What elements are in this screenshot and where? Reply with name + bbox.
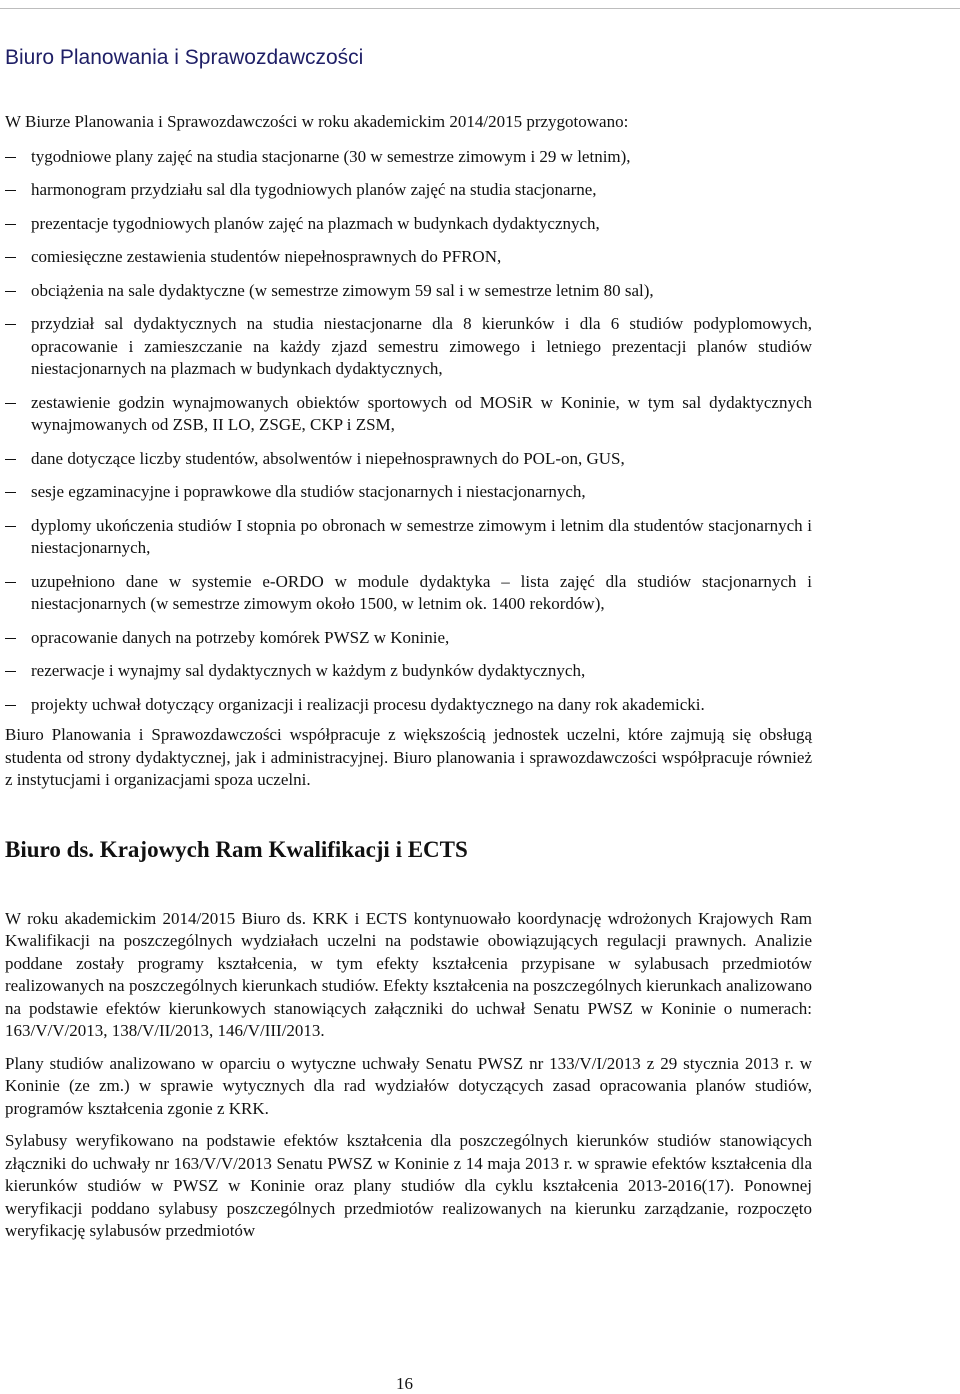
list-item-text: tygodniowe plany zajęć na studia stacjonarne (30 w semestrze zimowym i 29 w letnim),: [31, 146, 631, 166]
dash-bullet-icon: [5, 324, 16, 325]
list-item-text: sesje egzaminacyjne i poprawkowe dla studiów stacjonarnych i niestacjonarnych,: [31, 482, 586, 501]
dash-bullet-icon: [5, 190, 16, 191]
list-item-text: zestawienie godzin wynajmowanych obiektów sportowych od MOSiR w Koninie, w tym sal dydaktycznych wynajmowanych od ZSB, II LO, ZSGE, CKP i ZSM,: [31, 392, 812, 434]
krk-paragraph-3: Sylabusy weryfikowano na podstawie efektów kształcenia dla poszczególnych kierunków studiów stanowiących złączniki do uchwały nr 163/V/V/2013 Senatu PWSZ w Koninie z 14 maja 2013 r. w sprawie efektów kształcenia dla kierunków studiów w PWSZ w Koninie oraz plany studiów dla cyklu kształcenia 2013-2016(17). Ponownej weryfikacji poddano sylabusy poszczególnych przedmiotów realizowanych na kierunku zarządzanie, rozpoczęto weryfikację sylabusów przedmiotów: [5, 1131, 812, 1240]
list-item: [5, 515, 812, 560]
list-item: [5, 280, 812, 303]
dash-bullet-icon: [5, 157, 16, 158]
dash-bullet-icon: [5, 459, 16, 460]
dash-bullet-icon: [5, 291, 16, 292]
list-item: [5, 694, 812, 717]
section-intro: W Biurze Planowania i Sprawozdawczości w roku akademickim 2014/2015 przygotowano:: [5, 112, 629, 131]
task-list: [5, 146, 812, 717]
list-item-text: obciążenia na sale dydaktyczne (w semestrze zimowym 59 sal i w semestrze letnim 80 sal),: [31, 280, 654, 300]
list-item-text: uzupełniono dane w systemie e-ORDO w module dydaktyka – lista zajęć dla studiów stacjonarnych i niestacjonarnych (w semestrze zimowym około 1500, w letnim ok. 1400 rekordów),: [31, 571, 812, 613]
list-item-text: comiesięczne zestawienia studentów niepełnosprawnych do PFRON,: [31, 247, 502, 266]
list-item: [5, 392, 812, 437]
krk-paragraph-2: Plany studiów analizowano w oparciu o wytyczne uchwały Senatu PWSZ nr 133/V/I/2013 z 29 stycznia 2013 r. w Koninie (ze zm.) w sprawie wytycznych dla rad wydziałów dotyczących zasad opracowania planów studiów, programów kształcenia zgonie z KRK.: [5, 1053, 812, 1118]
dash-bullet-icon: [5, 257, 16, 258]
list-item: [5, 246, 812, 269]
page-number: 16: [396, 1374, 413, 1393]
list-item: [5, 481, 812, 504]
list-item: [5, 313, 812, 381]
section-title-krk-ects: Biuro ds. Krajowych Ram Kwalifikacji i ECTS: [5, 836, 468, 862]
list-item: [5, 179, 812, 202]
list-item-text: przydział sal dydaktycznych na studia niestacjonarne dla 8 kierunków i dla 6 studiów podyplomowych, opracowanie i zamieszczanie na każdy zjazd semestru zimowego i letniego prezentacji planów studiów niestacjonarnych na plazmach w budynkach dydaktycznych,: [31, 314, 812, 378]
krk-paragraph-1: W roku akademickim 2014/2015 Biuro ds. KRK i ECTS kontynuowało koordynację wdrożonych Krajowych Ram Kwalifikacji na poszczególnych wydziałach uczelni na podstawie obowiązujących regulacji prawnych. Analizie poddane zostały programy kształcenia, w tym efekty kształcenia przypisane w sylabusach przedmiotów realizowanych na poszczególnych kierunkach studiów. Efekty kształcenia na poszczególnych kierunkach analizowano na podstawie efektów kierunkowych stanowiących załączniki do uchwał Senatu PWSZ w Koninie o numerach: 163/V/V/2013, 138/V/II/2013, 146/V/III/2013.: [5, 908, 812, 1040]
document-page: [5, 44, 812, 1243]
list-item: [5, 213, 812, 236]
list-item-text: harmonogram przydziału sal dla tygodniowych planów zajęć na studia stacjonarne,: [31, 180, 597, 199]
list-item-text: opracowanie danych na potrzeby komórek PWSZ w Koninie,: [31, 627, 450, 647]
dash-bullet-icon: [5, 582, 16, 583]
list-item-text: prezentacje tygodniowych planów zajęć na plazmach w budynkach dydaktycznych,: [31, 213, 600, 233]
list-item: [5, 660, 812, 683]
dash-bullet-icon: [5, 671, 16, 672]
list-item: [5, 571, 812, 616]
list-item: [5, 448, 812, 471]
section-closing-paragraph: Biuro Planowania i Sprawozdawczości współpracuje z większością jednostek uczelni, które zajmują się obsługą studenta od strony dydaktycznej, jak i administracyjnej. Biuro planowania i sprawozdawczości współpracuje również z instytucjami i organizacjami spoza uczelni.: [5, 725, 812, 789]
list-item: [5, 146, 812, 169]
list-item-text: projekty uchwał dotyczący organizacji i realizacji procesu dydaktycznego na dany rok akademicki.: [31, 694, 705, 714]
header-rule: [0, 8, 960, 9]
dash-bullet-icon: [5, 403, 16, 404]
list-item-text: dyplomy ukończenia studiów I stopnia po obronach w semestrze zimowym i letnim dla studentów stacjonarnych i niestacjonarnych,: [31, 515, 812, 557]
dash-bullet-icon: [5, 705, 16, 706]
list-item-text: rezerwacje i wynajmy sal dydaktycznych w każdym z budynków dydaktycznych,: [31, 661, 586, 680]
dash-bullet-icon: [5, 526, 16, 527]
list-item-text: dane dotyczące liczby studentów, absolwentów i niepełnosprawnych do POL-on, GUS,: [31, 448, 625, 468]
section-title-planning: Biuro Planowania i Sprawozdawczości: [5, 46, 364, 69]
dash-bullet-icon: [5, 638, 16, 639]
list-item: [5, 627, 812, 650]
dash-bullet-icon: [5, 492, 16, 493]
dash-bullet-icon: [5, 224, 16, 225]
